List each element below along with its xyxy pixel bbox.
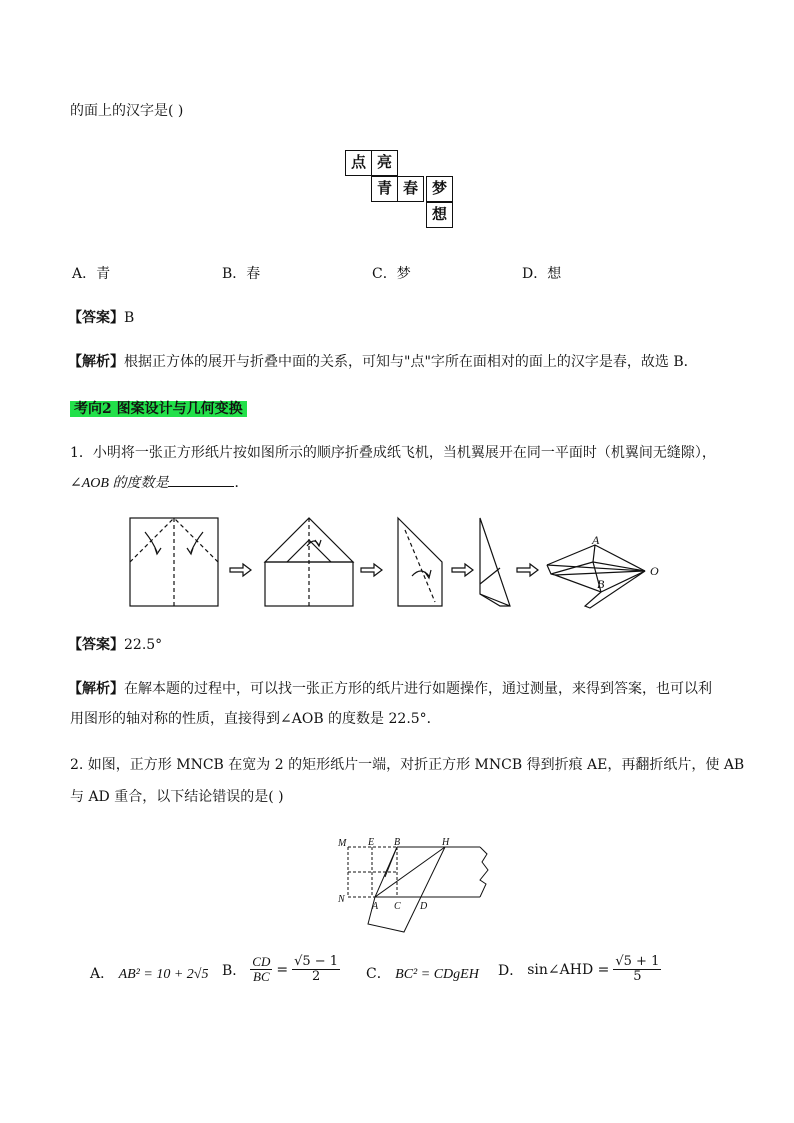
option-d: D．想 <box>522 266 562 282</box>
answer-tag: 【答案】 <box>68 310 124 326</box>
answer-value: 22.5° <box>124 637 163 653</box>
q2-option-d: D． sin∠AHD = $\frac{√5 + 1}{5}$ <box>498 954 660 984</box>
label-o: O <box>650 564 659 578</box>
label-h: H <box>442 837 450 848</box>
q2-line1: 2. 如图，正方形 MNCB 在宽为 2 的矩形纸片一端，对折正方形 MNCB 得到折痕 AE，再翻折纸片，使 AB <box>70 757 745 773</box>
analysis-text-line2: 用图形的轴对称的性质，直接得到∠AOB 的度数是 22.5°． <box>70 711 441 727</box>
option-c: C．梦 <box>372 266 411 282</box>
net-cell: 点 <box>345 150 372 176</box>
fraction-sqrt5: $\frac{√5 - 1}{2}$ <box>294 954 339 984</box>
label-b: B <box>597 577 605 591</box>
section-header <box>70 398 247 418</box>
answer-blank <box>168 472 234 487</box>
analysis-tag: 【解析】 <box>68 681 124 697</box>
analysis-block <box>68 352 698 372</box>
answer-block <box>68 308 134 328</box>
label-c: C <box>394 901 401 912</box>
label-a: A <box>592 533 600 547</box>
answer-tag: 【答案】 <box>68 637 124 653</box>
q2-line2: 与 AD 重合，以下结论错误的是( ) <box>70 789 284 805</box>
analysis-text: 根据正方体的展开与折叠中面的关系，可知与"点"字所在面相对的面上的汉字是春，故选 B． <box>124 354 698 370</box>
net-cell: 春 <box>397 176 424 202</box>
section-title: 考向2 图案设计与几何变换 <box>70 401 247 417</box>
q2-option-a: A． AB² = 10 + 2√5 <box>90 966 209 982</box>
option-a: A．青 <box>72 266 111 282</box>
label-d: D <box>420 901 428 912</box>
analysis-block-2 <box>68 679 712 699</box>
fraction-sin: $\frac{√5 + 1}{5}$ <box>615 954 660 984</box>
q1-line1: 1．小明将一张正方形纸片按如图所示的顺序折叠成纸飞机，当机翼展开在同一平面时（机翼间无缝隙）， <box>70 445 716 461</box>
label-n: N <box>338 894 345 905</box>
analysis-text: 在解本题的过程中，可以找一张正方形的纸片进行如题操作，通过测量，来得到答案，也可以利 <box>124 681 712 697</box>
net-cell: 想 <box>426 202 453 228</box>
answer-value: B <box>124 310 135 326</box>
analysis-tag: 【解析】 <box>68 354 124 370</box>
answer-block-2 <box>68 635 162 655</box>
label-b: B <box>394 837 401 848</box>
question-continuation: 的面上的汉字是( ) <box>70 103 184 119</box>
label-e: E <box>368 837 375 848</box>
q2-option-b: B． $\frac{CD}{BC}$ = $\frac{√5 - 1}{2}$ <box>222 954 339 984</box>
net-cell: 亮 <box>371 150 398 176</box>
q2-option-c: C． BC² = CDgEH <box>366 966 479 982</box>
cube-net-figure <box>345 150 455 232</box>
label-a: A <box>372 901 379 912</box>
paper-plane-figure <box>125 510 670 615</box>
net-cell: 梦 <box>426 176 453 202</box>
option-b: B．春 <box>222 266 261 282</box>
net-cell: 青 <box>371 176 398 202</box>
fraction-cd-bc: $\frac{CD}{BC}$ <box>252 954 271 984</box>
rectangle-fold-figure <box>330 832 500 940</box>
label-m: M <box>338 838 347 849</box>
q1-line2: ∠AOB 的度数是 ． <box>70 472 248 494</box>
